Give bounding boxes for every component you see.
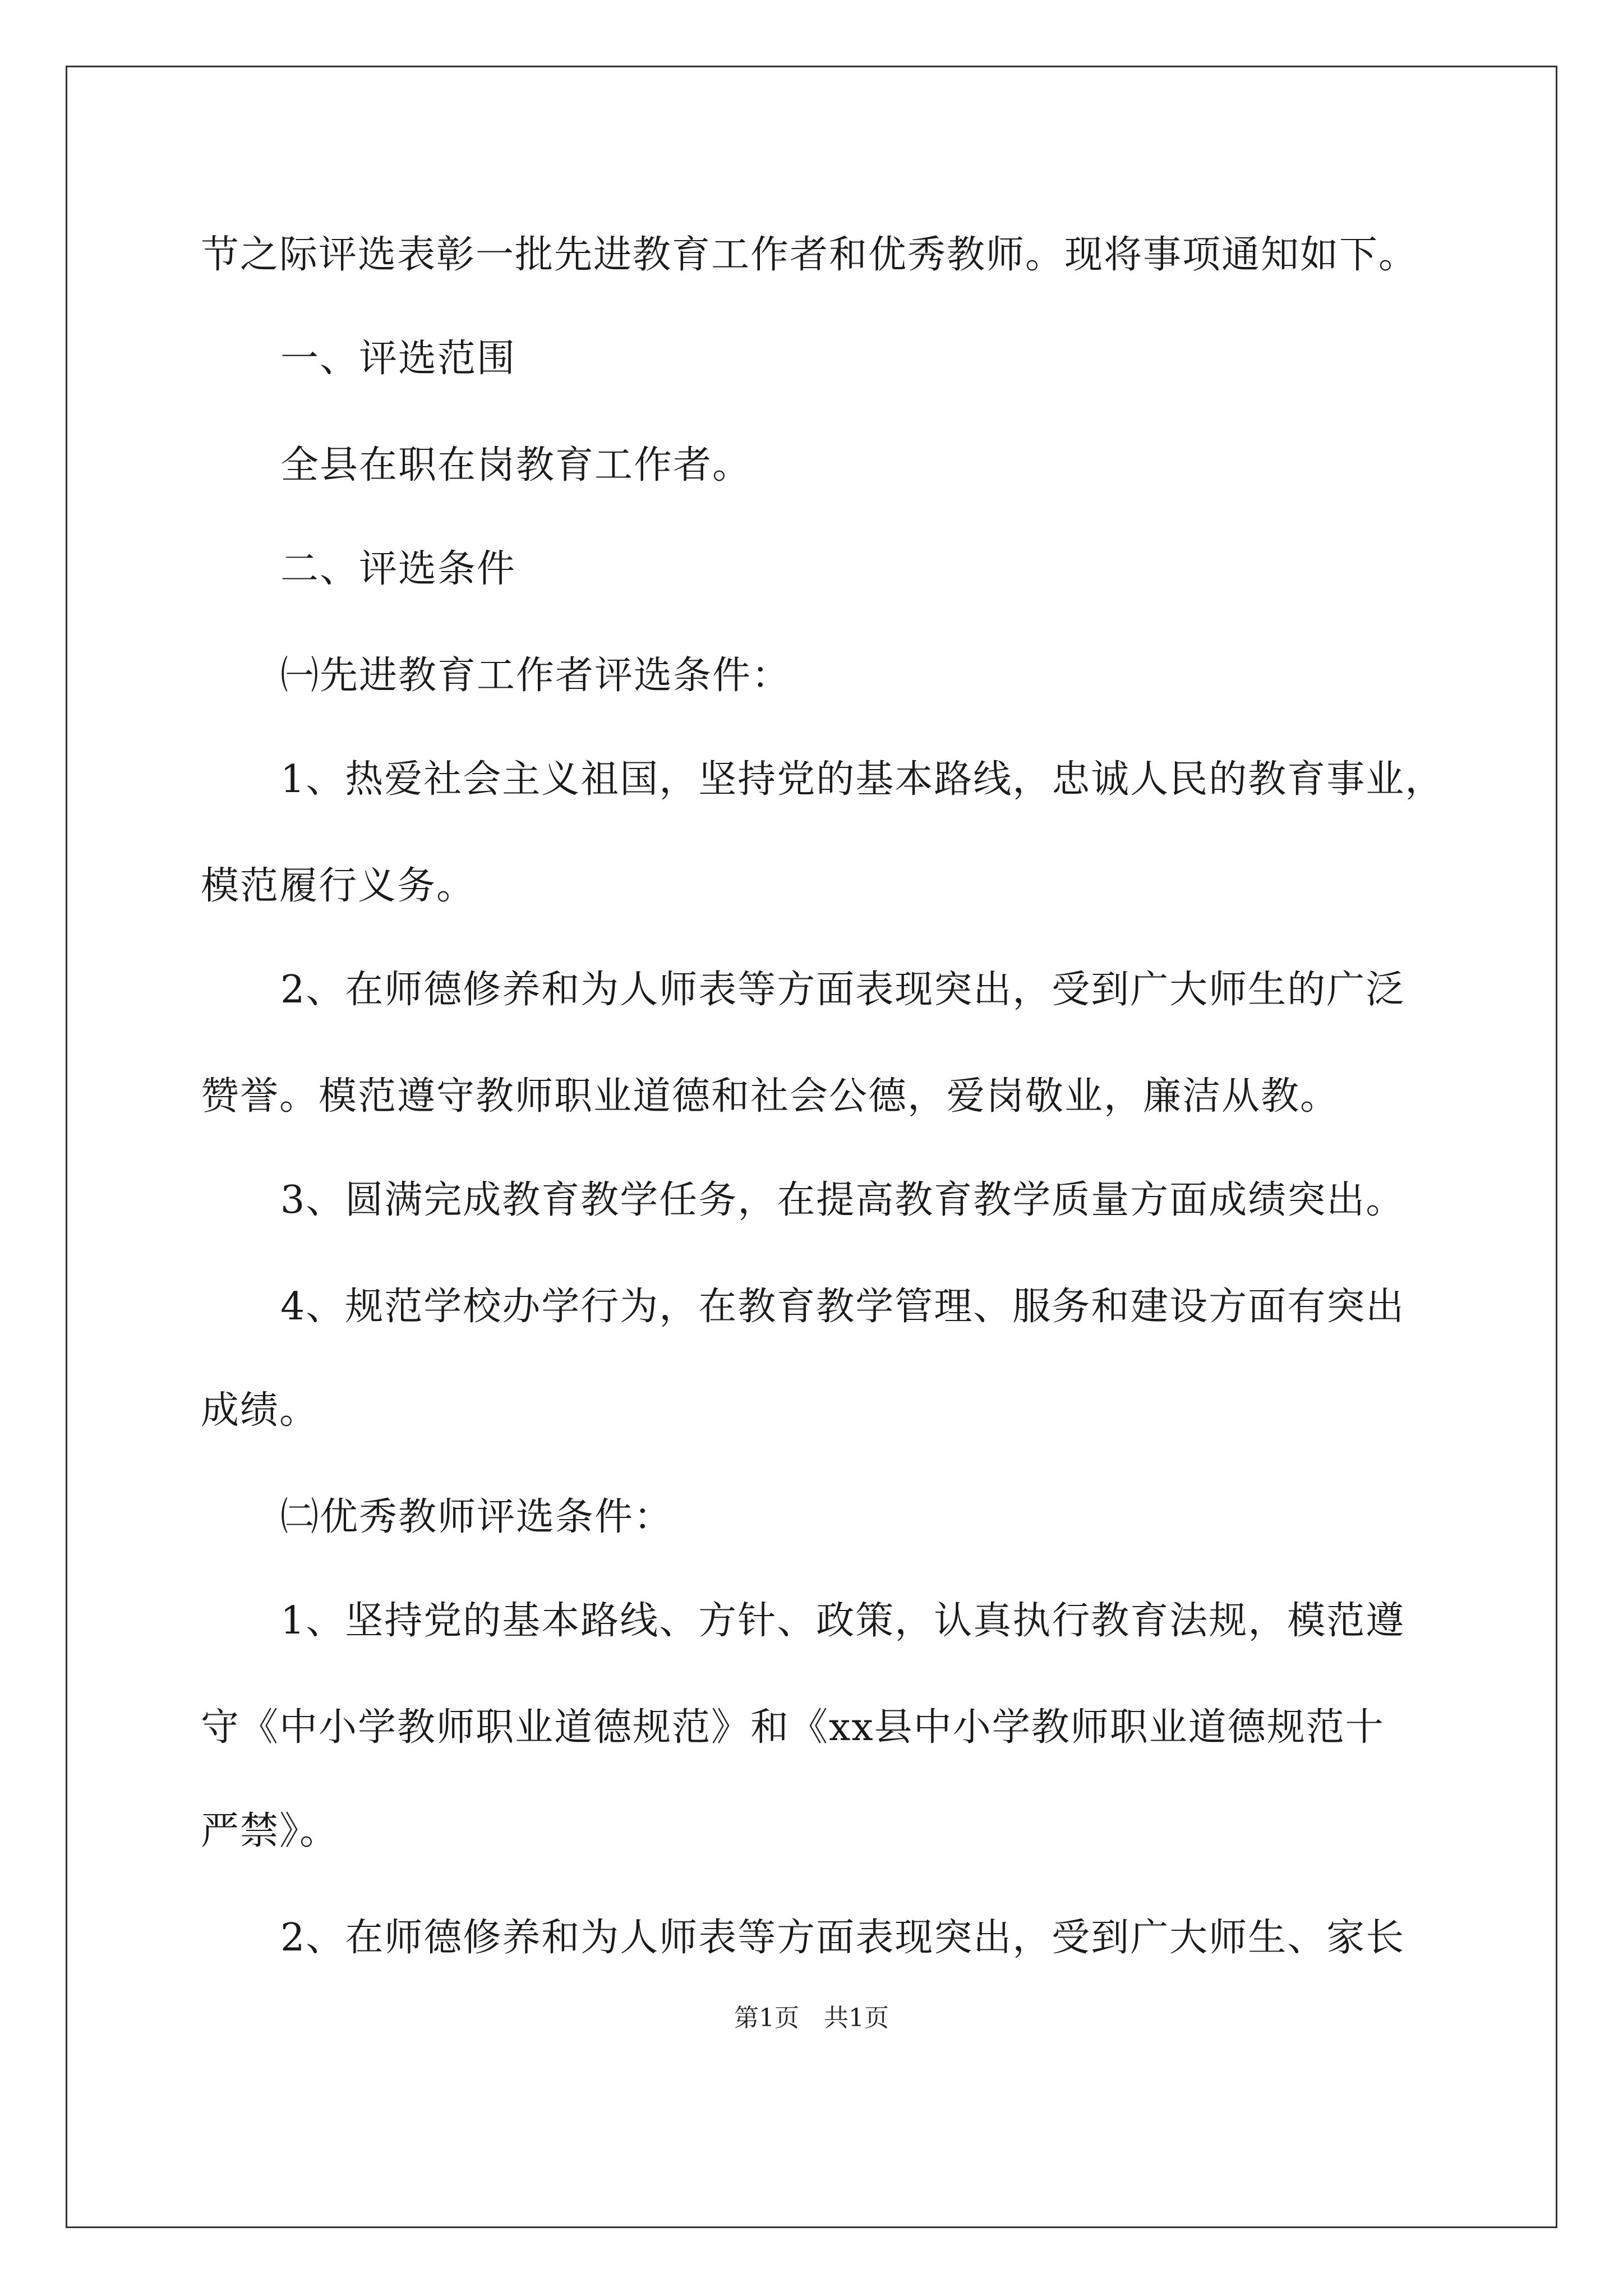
text-line: 全县在职在岗教育工作者。 [280,443,752,487]
text-line: 严禁》。 [201,1809,339,1853]
text-line: ㈡优秀教师评选条件： [280,1495,674,1539]
text-line: 节之际评选表彰一批先进教育工作者和优秀教师。现将事项通知如下。 [201,233,1418,277]
text-line: 赞誉。模范遵守教师职业道德和社会公德，爱岗敬业，廉洁从教。 [201,1074,1340,1119]
page-border [66,66,1557,2228]
text-line: 2、在师德修养和为人师表等方面表现突出，受到广大师生、家长 [280,1916,1405,1960]
text-line: 1、坚持党的基本路线、方针、政策，认真执行教育法规，模范遵 [280,1599,1405,1643]
text-line: 成绩。 [201,1388,319,1433]
text-line: 二、评选条件 [280,547,517,591]
text-line: ㈠先进教育工作者评选条件： [280,654,791,698]
text-line: 3、圆满完成教育教学任务，在提高教育教学质量方面成绩突出。 [280,1178,1405,1222]
text-line: 1、热爱社会主义祖国，坚持党的基本路线，忠诚人民的教育事业， [280,757,1445,802]
text-line: 模范履行义务。 [201,864,476,908]
text-line: 4、规范学校办学行为，在教育教学管理、服务和建设方面有突出 [280,1285,1405,1329]
text-line: 守《中小学教师职业道德规范》和《xx县中小学教师职业道德规范十 [201,1705,1385,1750]
text-line: 一、评选范围 [280,337,517,381]
text-line: 2、在师德修养和为人师表等方面表现突出，受到广大师生的广泛 [280,968,1405,1012]
page-footer: 第1页 共1页 [734,2004,889,2032]
